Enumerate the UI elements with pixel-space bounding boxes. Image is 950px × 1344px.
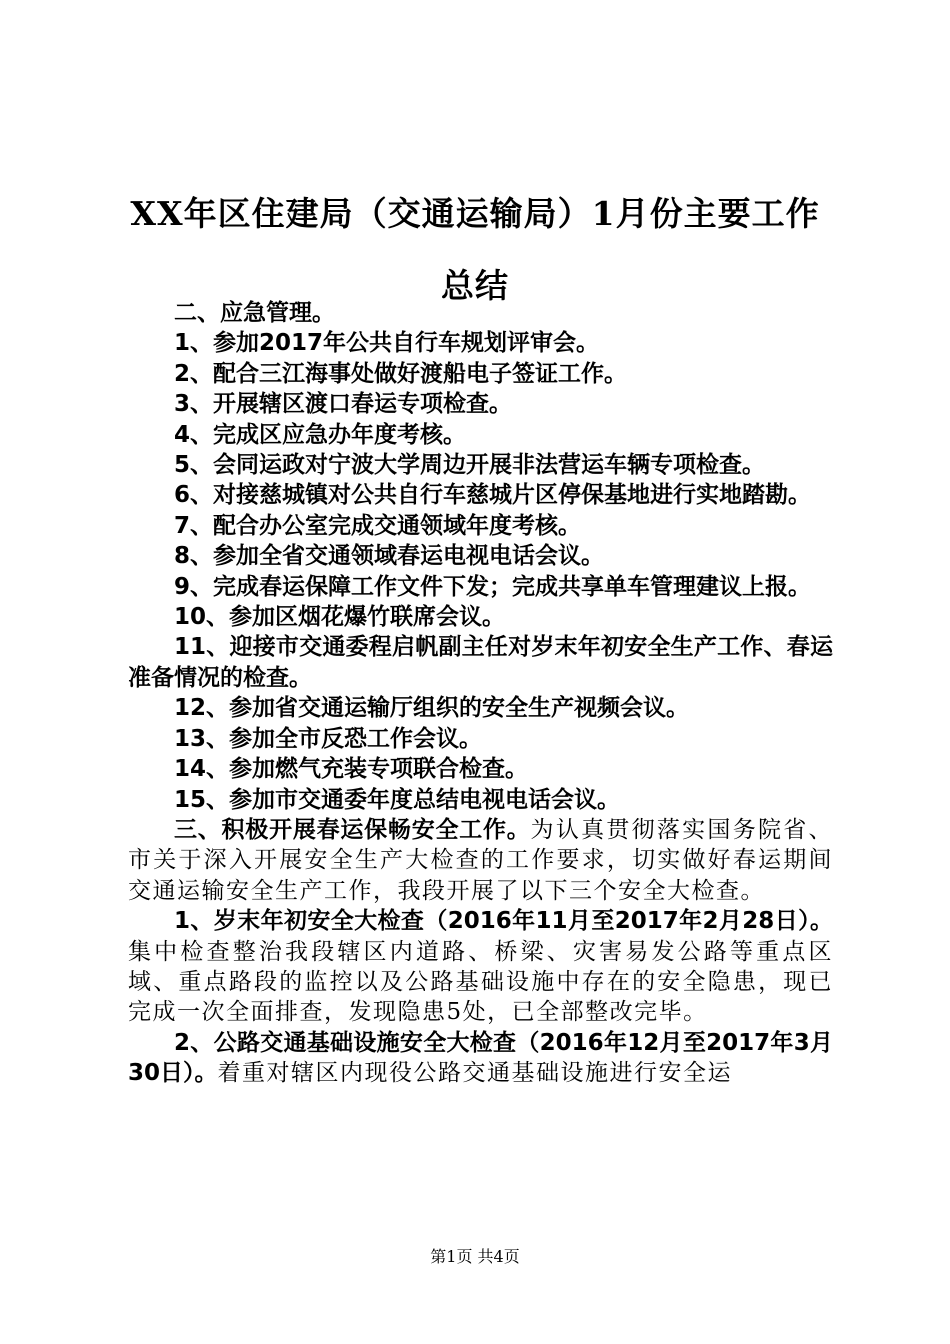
- list-item: 7、配合办公室完成交通领域年度考核。: [174, 512, 582, 539]
- inspection-paragraph-1: [128, 906, 833, 1028]
- title-line-1: XX年区住建局（交通运输局）1月份主要工作: [130, 194, 820, 233]
- list-item: 2、配合三江海事处做好渡船电子签证工作。: [174, 360, 628, 387]
- section-heading-emergency: 二、应急管理。: [174, 300, 335, 326]
- paragraph-body: 着重对辖区内现役公路交通基础设施进行安全运: [217, 1060, 733, 1087]
- title-line-2: 总结: [441, 266, 509, 305]
- list-item: 9、完成春运保障工作文件下发；完成共享单车管理建议上报。: [174, 573, 812, 600]
- page-footer: 第1页 共4页: [430, 1247, 520, 1266]
- list-item: 12、参加省交通运输厅组织的安全生产视频会议。: [174, 695, 690, 722]
- section-paragraph-spring-transport: [128, 815, 833, 906]
- list-item: 4、完成区应急办年度考核。: [174, 421, 467, 448]
- list-item: 13、参加全市反恐工作会议。: [174, 725, 483, 752]
- list-item: 11、迎接市交通委程启帆副主任对岁末年初安全生产工作、春运准备情况的检查。: [128, 634, 833, 691]
- list-item: 1、参加2017年公共自行车规划评审会。: [174, 330, 600, 357]
- list-item: 14、参加燃气充装专项联合检查。: [174, 756, 529, 783]
- list-item: 15、参加市交通委年度总结电视电话会议。: [174, 786, 621, 813]
- paragraph-lead: 1、岁末年初安全大检查（2016年11月至2017年2月28日）。: [174, 908, 833, 935]
- list-item: 5、会同运政对宁波大学周边开展非法营运车辆专项检查。: [174, 452, 766, 479]
- paragraph-lead: 三、积极开展春运保畅安全工作。: [174, 816, 531, 843]
- list-item: 10、参加区烟花爆竹联席会议。: [174, 604, 506, 631]
- paragraph-body: 为认真贯彻落实国务院省、市关于深入开展安全生产大检查的工作要求，切实做好春运期间交通运输安全生产工作，我段开展了以下三个安全大检查。: [128, 816, 834, 904]
- list-item: 6、对接慈城镇对公共自行车慈城片区停保基地进行实地踏勘。: [174, 482, 812, 509]
- paragraph-lead: 2、公路交通基础设施安全大检查（2016年12月至2017年3月30日）。: [128, 1029, 833, 1087]
- inspection-paragraph-2: [128, 1028, 833, 1089]
- document-body: [128, 298, 833, 1089]
- list-item: 8、参加全省交通领域春运电视电话会议。: [174, 543, 605, 570]
- paragraph-body: 集中检查整治我段辖区内道路、桥梁、灾害易发公路等重点区域、重点路段的监控以及公路基础设施中存在的安全隐患，现已完成一次全面排查，发现隐患5处，已全部整改完毕。: [128, 938, 833, 1026]
- list-item: 3、开展辖区渡口春运专项检查。: [174, 391, 513, 418]
